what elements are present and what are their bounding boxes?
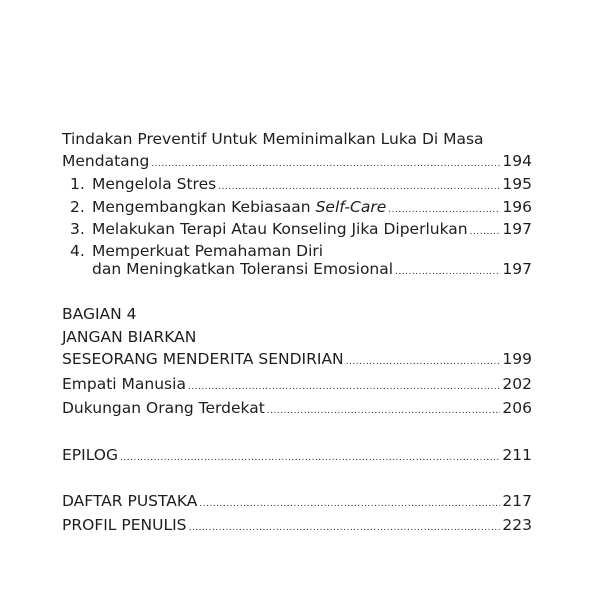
toc-page-number: 223: [502, 516, 532, 534]
dot-leader: [267, 406, 501, 416]
list-number: 4.: [70, 242, 85, 260]
toc-page-number: 194: [502, 152, 532, 170]
toc-entry-dukungan[interactable]: [62, 397, 532, 419]
toc-page-number: 197: [502, 260, 532, 278]
dot-leader: [188, 382, 500, 392]
toc-entry-epilog[interactable]: [62, 444, 532, 466]
toc-entry-label: DAFTAR PUSTAKA: [62, 492, 198, 510]
toc-entry-daftar-pustaka[interactable]: [62, 490, 532, 512]
list-number: 1.: [70, 175, 85, 193]
toc-entry-mengelola-stres[interactable]: [70, 173, 532, 195]
toc-entry-label: Dukungan Orang Terdekat: [62, 399, 265, 417]
toc-entry-label: Tindakan Preventif Untuk Meminimalkan Luka Di Masa: [62, 130, 484, 148]
toc-entry-label: Melakukan Terapi Atau Konseling Jika Diperlukan: [92, 220, 468, 238]
toc-entry-profil-penulis[interactable]: [62, 514, 532, 536]
dot-leader: [120, 453, 500, 463]
toc-page-number: 217: [502, 492, 532, 510]
dot-leader: [199, 499, 500, 509]
dot-leader: [388, 205, 500, 215]
list-number: 2.: [70, 198, 85, 216]
toc-page-number: 195: [502, 175, 532, 193]
part-title-text: JANGAN BIARKAN: [62, 328, 197, 346]
toc-entry-label-italic: Self-Care: [315, 198, 387, 216]
dot-leader: [470, 227, 501, 237]
part-heading-text: BAGIAN 4: [62, 305, 137, 323]
toc-page-number: 206: [502, 399, 532, 417]
toc-entry-label: dan Meningkatkan Toleransi Emosional: [92, 260, 394, 278]
toc-entry-label: Empati Manusia: [62, 375, 186, 393]
toc-entry-terapi[interactable]: [70, 218, 532, 240]
toc-entry-preventif[interactable]: [62, 150, 532, 172]
dot-leader: [189, 523, 501, 533]
toc-entry-preventif-line1: [62, 128, 532, 150]
toc-entry-label: Mendatang: [62, 152, 150, 170]
toc-entry-empati[interactable]: [62, 373, 532, 395]
dot-leader: [218, 182, 500, 192]
toc-entry-label: EPILOG: [62, 446, 119, 464]
dot-leader: [346, 357, 501, 367]
part-title-line1: [62, 326, 532, 348]
toc-page-number: 211: [502, 446, 532, 464]
toc-page-number: 199: [502, 350, 532, 368]
list-number: 3.: [70, 220, 85, 238]
toc-entry-self-care[interactable]: [70, 196, 532, 218]
toc-entry-label: Memperkuat Pemahaman Diri: [92, 242, 324, 260]
toc-page-number: 202: [502, 375, 532, 393]
toc-entry-pemahaman[interactable]: [92, 258, 532, 280]
part-heading: [62, 303, 532, 325]
dot-leader: [395, 267, 500, 277]
toc-page-number: 196: [502, 198, 532, 216]
toc-entry-label: Mengembangkan Kebiasaan: [92, 198, 316, 216]
toc-page-number: 197: [502, 220, 532, 238]
toc-entry-part-4[interactable]: [62, 348, 532, 370]
toc-entry-label: SESEORANG MENDERITA SENDIRIAN: [62, 350, 344, 368]
dot-leader: [151, 159, 500, 169]
toc-entry-label: PROFIL PENULIS: [62, 516, 187, 534]
toc-entry-label: Mengelola Stres: [92, 175, 217, 193]
